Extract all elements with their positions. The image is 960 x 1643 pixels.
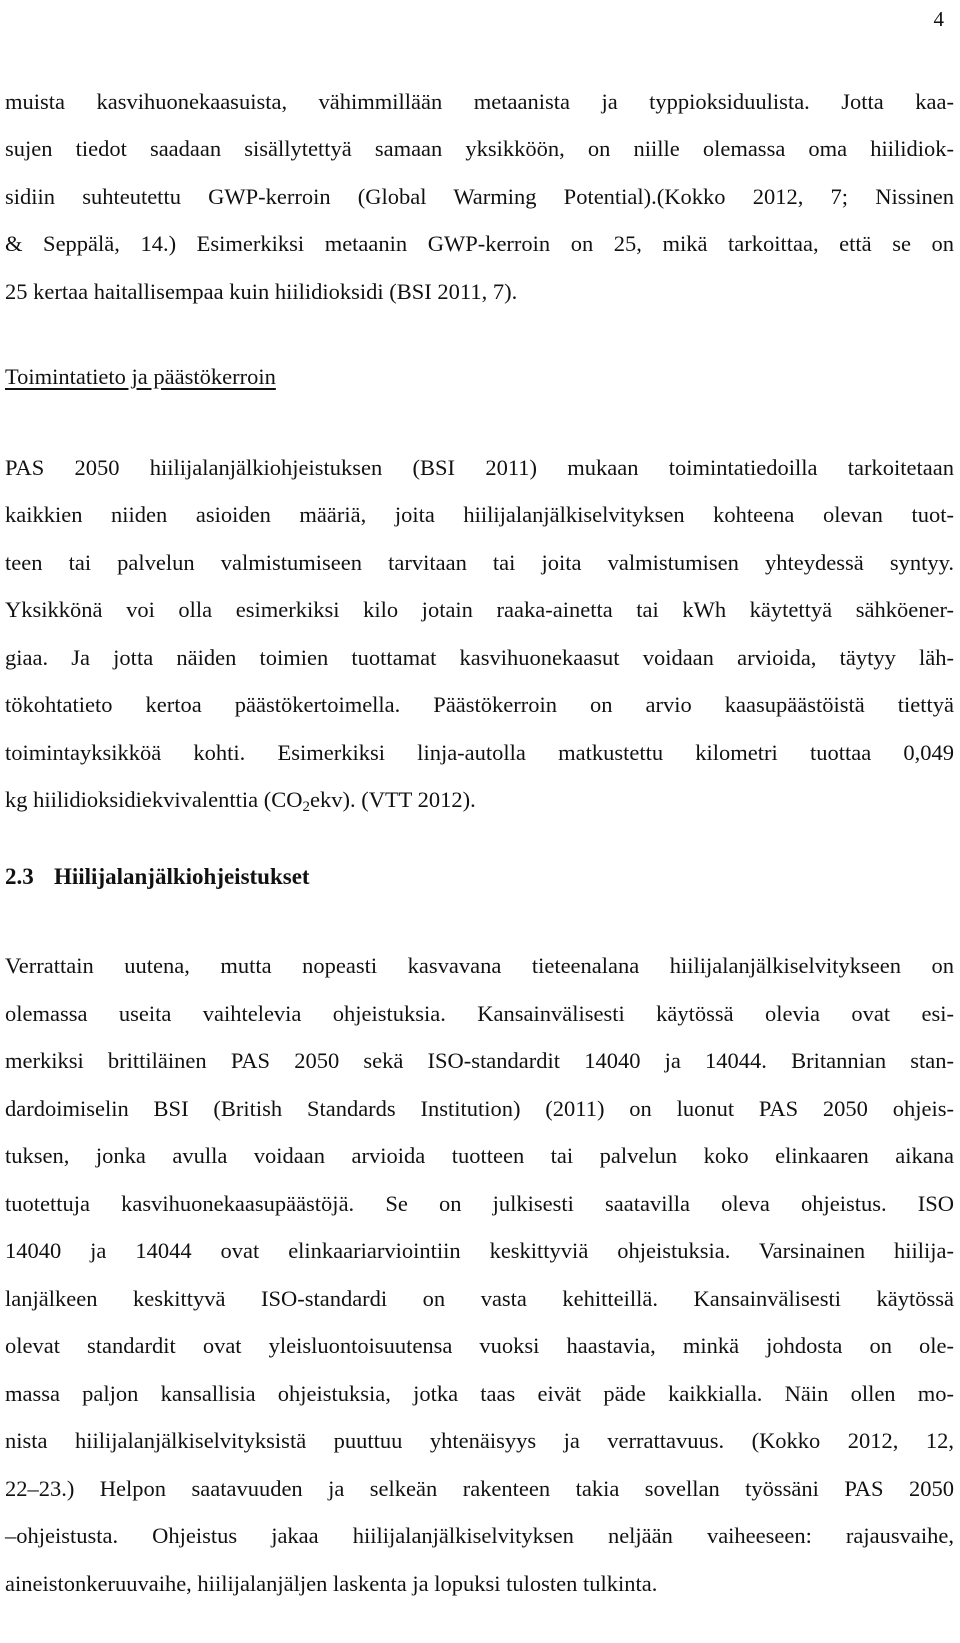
text-line: sidiin suhteutettu GWP-kerroin (Global Warming Potential).(Kokko 2012, 7; Nissinen bbox=[5, 184, 954, 209]
text-line: merkiksi brittiläinen PAS 2050 sekä ISO-standardit 14040 ja 14044. Britannian stan- bbox=[5, 1048, 954, 1073]
text-line: teen tai palvelun valmistumiseen tarvitaan tai joita valmistumisen yhteydessä syntyy. bbox=[5, 550, 954, 575]
text-line: aineistonkeruuvaihe, hiilijalanjäljen laskenta ja lopuksi tulosten tulkinta. bbox=[5, 1571, 658, 1596]
section-heading bbox=[5, 857, 310, 897]
text-line: lanjälkeen keskittyvä ISO-standardi on vasta kehitteillä. Kansainvälisesti käytössä bbox=[5, 1286, 954, 1311]
page-number: 4 bbox=[933, 7, 944, 31]
text-line: toimintayksikköä kohti. Esimerkiksi linja-autolla matkustettu kilometri tuottaa 0,049 bbox=[5, 740, 954, 765]
text-line: nista hiilijalanjälkiselvityksistä puuttuu yhtenäisyys ja verrattavuus. (Kokko 2012, 12, bbox=[5, 1428, 954, 1453]
text-line: olevat standardit ovat yleisluontoisuutensa vuoksi haastavia, minkä johdosta on ole- bbox=[5, 1333, 954, 1358]
text-line: 22–23.) Helpon saatavuuden ja selkeän rakenteen takia sovellan työssäni PAS 2050 bbox=[5, 1476, 954, 1501]
text-line: sujen tiedot saadaan sisällytettyä samaan yksikköön, on niille olemassa oma hiilidiok- bbox=[5, 136, 954, 161]
text-line bbox=[5, 780, 954, 820]
text-segment: kg hiilidioksidiekvivalenttia (CO bbox=[5, 787, 303, 812]
text-line: –ohjeistusta. Ohjeistus jakaa hiilijalanjälkiselvityksen neljään vaiheeseen: rajausvaihe, bbox=[5, 1523, 954, 1548]
text-line: giaa. Ja jotta näiden toimien tuottamat kasvihuonekaasut voidaan arvioida, täytyy läh- bbox=[5, 645, 954, 670]
text-line: olemassa useita vaihtelevia ohjeistuksia. Kansainvälisesti käytössä olevia ovat esi- bbox=[5, 1001, 954, 1026]
text-line: tökohtatieto kertoa päästökertoimella. Päästökerroin on arvio kaasupäästöistä tiettyä bbox=[5, 692, 954, 717]
text-line: dardoimiselin BSI (British Standards Institution) (2011) on luonut PAS 2050 ohjeis- bbox=[5, 1096, 954, 1121]
text-segment: ekv). (VTT 2012). bbox=[309, 787, 476, 812]
text-line: massa paljon kansallisia ohjeistuksia, jotka taas eivät päde kaikkialla. Näin ollen mo- bbox=[5, 1381, 954, 1406]
text-line: 25 kertaa haitallisempaa kuin hiilidioksidi (BSI 2011, 7). bbox=[5, 279, 518, 304]
text-line: Verrattain uutena, mutta nopeasti kasvavana tieteenalana hiilijalanjälkiselvitykseen on bbox=[5, 953, 954, 978]
text-line: & Seppälä, 14.) Esimerkiksi metaanin GWP-kerroin on 25, mikä tarkoittaa, että se on bbox=[5, 231, 954, 256]
text-line: tuotettuja kasvihuonekaasupäästöjä. Se on julkisesti saatavilla oleva ohjeistus. ISO bbox=[5, 1191, 954, 1216]
section-title: Hiilijalanjälkiohjeistukset bbox=[54, 864, 310, 889]
section-number: 2.3 bbox=[5, 864, 34, 889]
text-line: tuksen, jonka avulla voidaan arvioida tuotteen tai palvelun koko elinkaaren aikana bbox=[5, 1143, 954, 1168]
text-line: 14040 ja 14044 ovat elinkaariarviointiin keskittyviä ohjeistuksia. Varsinainen hiilija- bbox=[5, 1238, 954, 1263]
text-line: muista kasvihuonekaasuista, vähimmillään metaanista ja typpioksiduulista. Jotta kaa- bbox=[5, 89, 954, 114]
text-line: Yksikkönä voi olla esimerkiksi kilo jotain raaka-ainetta tai kWh käytettyä sähköener- bbox=[5, 597, 954, 622]
subheading: Toimintatieto ja päästökerroin bbox=[5, 364, 276, 389]
text-line: PAS 2050 hiilijalanjälkiohjeistuksen (BSI 2011) mukaan toimintatiedoilla tarkoitetaan bbox=[5, 455, 954, 480]
text-line: kaikkien niiden asioiden määriä, joita hiilijalanjälkiselvityksen kohteena olevan tuot- bbox=[5, 502, 954, 527]
subscript: 2 bbox=[302, 799, 310, 815]
